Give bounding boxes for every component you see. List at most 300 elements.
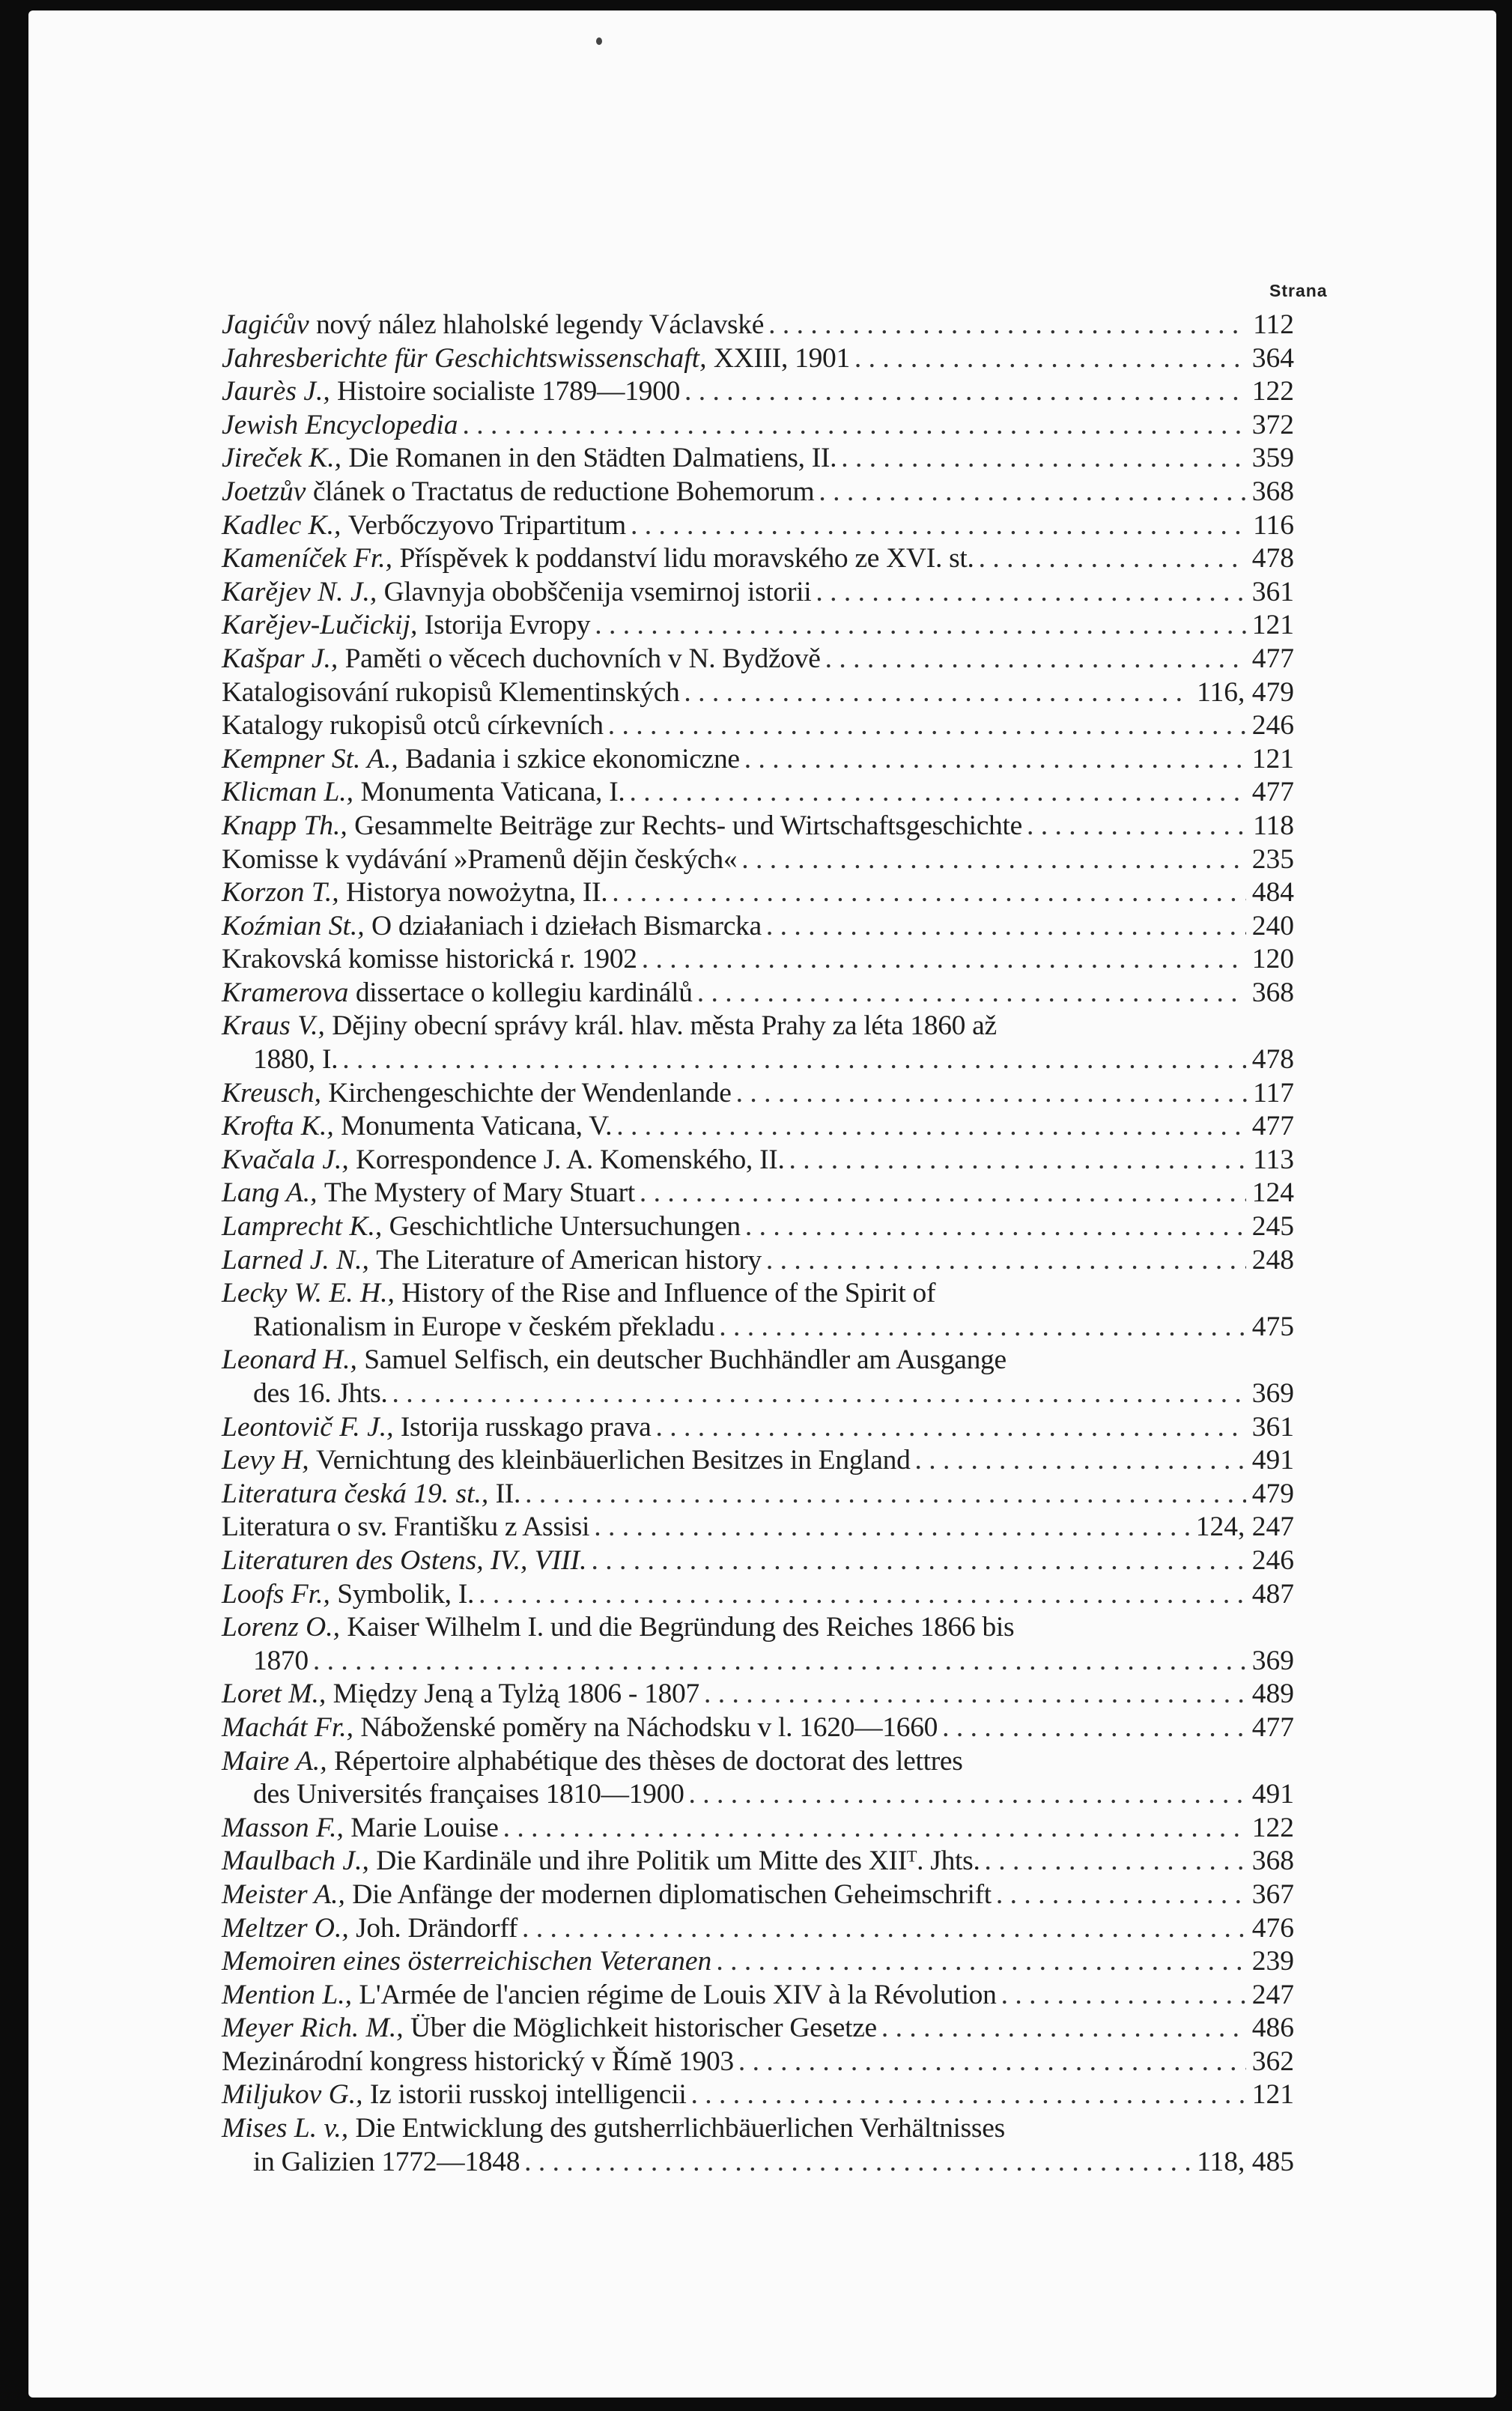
dot-leader [463,409,1246,443]
entry-page: 361 [1251,1411,1294,1443]
index-entry [222,1812,1294,1846]
index-entry [222,2012,1294,2045]
entry-line [222,1812,1294,1846]
entry-author: Miljukov G., [222,2079,363,2111]
entry-author: Literaturen des Ostens, IV., VIII. [222,1544,587,1576]
entry-title: Monumenta Vaticana, I. [360,777,625,808]
entry-title: L'Armée de l'ancien régime de Louis XIV à la Révolution [359,1979,997,2010]
entry-continuation-line [222,2146,1294,2180]
entry-page: 484 [1251,877,1294,909]
entry-line [222,2012,1294,2045]
index-entry [222,1210,1294,1244]
index-entry [222,342,1294,376]
entry-line [222,910,1294,944]
dot-leader [915,1444,1246,1478]
index-entry [222,709,1294,743]
dot-leader [766,1244,1246,1278]
entry-first-line [222,1611,1294,1645]
entry-line [222,342,1294,376]
entry-line [222,843,1294,877]
dot-leader [689,1778,1246,1812]
entry-line [222,1878,1294,1912]
entry-title: Náboženské poměry na Náchodsku v l. 1620—1660 [360,1711,938,1743]
entry-title: Joh. Drändorff [356,1912,518,1944]
entry-page: 124, 247 [1195,1511,1294,1543]
dot-leader [1001,1979,1246,2013]
entry-title: Die Kardinäle und ihre Politik um Mitte des XIIᵀ. Jhts. [376,1846,980,1877]
entry-page: 121 [1251,2079,1294,2111]
entry-page: 246 [1251,1544,1294,1576]
entry-author: Karějev N. J., [222,576,377,607]
entry-title: Istorija russkago prava [400,1411,652,1443]
dot-leader [819,476,1245,509]
entry-page: 361 [1251,576,1294,607]
entry-line [222,1912,1294,1946]
entry-page: 246 [1251,710,1294,742]
index-entry [222,1177,1294,1210]
entry-title: Répertoire alphabétique des thèses de doctorat des lettres [333,1745,963,1777]
entry-author: Kreusch, [222,1077,321,1109]
entry-line [222,1444,1294,1478]
entry-page: 116, 479 [1197,676,1294,708]
ink-speck [596,37,602,45]
entry-page: 367 [1251,1878,1294,1910]
dot-leader [741,843,1245,877]
entry-line [222,576,1294,610]
index-entry [222,542,1294,576]
entry-page: 239 [1251,1946,1294,1977]
entry-author: Meyer Rich. M., [222,2013,404,2044]
entry-author: Jaurès J., [222,376,330,407]
index-entry [222,1878,1294,1912]
entry-line [222,876,1294,910]
entry-page: 487 [1251,1578,1294,1610]
index-entry [222,2078,1294,2112]
entry-line [222,810,1294,843]
entry-title: Geschichtliche Untersuchungen [389,1211,741,1243]
index-entry [222,1979,1294,2013]
entry-page: 245 [1251,1211,1294,1243]
index-entry [222,776,1294,810]
entry-page: 124 [1251,1177,1294,1209]
entry-author: Lecky W. E. H., [222,1278,395,1309]
index-entry [222,1745,1294,1812]
entry-page: 369 [1251,1645,1294,1676]
index-entry [222,2112,1294,2179]
entry-line [222,1411,1294,1445]
entry-title: Między Jeną a Tylżą 1806 - 1807 [333,1678,699,1710]
entry-title: Die Romanen in den Städten Dalmatiens, II. [348,443,837,474]
entry-author: Machát Fr., [222,1711,354,1743]
entry-page: 120 [1251,944,1294,975]
entry-page: 476 [1251,1912,1294,1944]
index-entry [222,309,1294,342]
index-entry [222,2045,1294,2079]
index-entry [222,476,1294,509]
index-entry [222,1478,1294,1511]
entry-line [222,609,1294,643]
entry-author: Loofs Fr., [222,1578,330,1610]
dot-leader [942,1711,1246,1745]
entry-page: 118, 485 [1197,2146,1294,2177]
index-entry [222,1144,1294,1177]
entry-author: Mention L., [222,1979,352,2010]
entry-first-line [222,1277,1294,1311]
entry-line [222,643,1294,676]
entry-line [222,709,1294,743]
entry-line [222,409,1294,443]
entry-title: Histoire socialiste 1789—1900 [337,376,681,407]
entry-first-line [222,1010,1294,1043]
entry-title: článek o Tractatus de reductione Bohemorum [312,476,815,507]
entry-line [222,1144,1294,1177]
index-entry [222,1077,1294,1111]
entry-line [222,977,1294,1010]
dot-leader [503,1812,1246,1846]
entry-title: Monumenta Vaticana, V. [341,1111,613,1142]
dot-leader [342,1043,1246,1077]
entry-author: Krofta K., [222,1111,334,1142]
entry-line [222,1945,1294,1979]
entry-title: Dějiny obecní správy král. hlav. města Prahy za léta 1860 až [332,1010,997,1042]
entry-continuation-line [222,1377,1294,1411]
entry-page: 489 [1251,1678,1294,1710]
entry-page: 368 [1251,1846,1294,1877]
entry-line [222,1678,1294,1711]
entry-author: Loret M., [222,1678,327,1710]
entry-line [222,1979,1294,2013]
entry-page: 248 [1251,1244,1294,1276]
index-entry [222,676,1294,710]
index-entry [222,1444,1294,1478]
entry-author: Kameníček Fr., [222,543,393,574]
dot-leader [595,609,1246,643]
entry-line [222,943,1294,977]
index-entry [222,1845,1294,1878]
entry-author: Kraus V., [222,1010,325,1042]
entry-author: Kramerova [222,977,349,1008]
entry-page: 479 [1251,1478,1294,1509]
entry-title: Paměti o věcech duchovních v N. Bydžově [344,643,821,674]
dot-leader [768,309,1247,342]
index-entry [222,1678,1294,1711]
entry-line [222,2078,1294,2112]
entry-line [222,776,1294,810]
entry-line [222,1077,1294,1111]
entry-title: II. [495,1478,521,1509]
dot-leader [594,1511,1190,1544]
entry-line [222,1210,1294,1244]
entry-author: Lamprecht K., [222,1211,383,1243]
dot-leader [816,576,1245,610]
dot-leader [881,2012,1246,2045]
entry-line [222,676,1294,710]
index-entry [222,910,1294,944]
entry-line [222,1244,1294,1278]
entry-page: 113 [1253,1144,1294,1175]
entry-title: Symbolik, I. [337,1578,475,1610]
dot-leader [612,876,1245,910]
entry-author: Kašpar J., [222,643,338,674]
entry-line [222,1578,1294,1612]
entry-page: 118 [1253,810,1294,841]
entry-title: Marie Louise [350,1812,499,1843]
dot-leader [392,1377,1245,1411]
entry-continuation-line [222,1311,1294,1344]
dot-leader [704,1678,1246,1711]
entry-title: The Mystery of Mary Stuart [324,1177,635,1209]
index-entry [222,1544,1294,1578]
index-entry [222,1277,1294,1344]
entry-continuation: des Universités françaises 1810—1900 [253,1779,684,1810]
entry-title: Historya nowożytna, II. [346,877,608,909]
dot-leader [841,442,1246,476]
entry-title: Kirchengeschichte der Wendenlande [328,1077,732,1109]
dot-leader [524,2146,1191,2180]
index-entry [222,876,1294,910]
entry-author: Masson F., [222,1812,344,1843]
entry-title: nový nález hlaholské legendy Václavské [315,309,765,340]
entry-author: Karějev-Lučickij, [222,610,418,641]
entry-line [222,1478,1294,1511]
index-entry [222,1411,1294,1445]
dot-leader [979,542,1246,576]
entry-page: 116 [1253,509,1294,541]
entry-author: Mises L. v., [222,2113,349,2144]
entry-page: 122 [1251,376,1294,407]
page-column-header: Strana [1269,281,1328,300]
index-entry [222,977,1294,1010]
index-entry [222,743,1294,777]
entry-title: Korrespondence J. A. Komenského, II. [356,1144,785,1175]
entry-author: Levy H, [222,1445,309,1476]
dot-leader [313,1645,1246,1678]
dot-leader [744,743,1246,777]
entry-title: Mezinárodní kongress historický v Římě 1903 [222,2045,734,2077]
dot-leader [691,2078,1246,2112]
entry-title: The Literature of American history [376,1244,762,1276]
entry-page: 486 [1251,2013,1294,2044]
entry-page: 359 [1251,443,1294,474]
dot-leader [985,1845,1246,1878]
dot-leader [697,977,1246,1010]
entry-line [222,309,1294,342]
entry-author: Memoiren eines österreichischen Veteranen [222,1946,712,1977]
entry-continuation: Rationalism in Europe v českém překladu [253,1311,715,1342]
dot-leader [716,1945,1245,1979]
index-entry [222,442,1294,476]
index-entry [222,1945,1294,1979]
entry-page: 240 [1251,910,1294,941]
dot-leader [629,776,1245,810]
entry-first-line [222,1745,1294,1779]
entry-line [222,1711,1294,1745]
entry-line [222,743,1294,777]
index-entry [222,1344,1294,1410]
entry-title: Gesammelte Beiträge zur Rechts- und Wirtschaftsgeschichte [354,810,1022,841]
entry-line [222,476,1294,509]
index-entry [222,1611,1294,1678]
entry-page: 368 [1251,977,1294,1008]
index-entry [222,1912,1294,1946]
entry-author: Kvačala J., [222,1144,349,1175]
index-entry [222,810,1294,843]
dot-leader [642,943,1246,977]
dot-leader [608,709,1246,743]
entry-title: Verbőczyovo Tripartitum [347,509,626,541]
dot-leader [854,342,1246,376]
entry-title: Über die Möglichkeit historischer Gesetze [410,2013,877,2044]
entry-page: 477 [1251,1711,1294,1743]
dot-leader [656,1411,1246,1445]
dot-leader [479,1578,1246,1612]
dot-leader [522,1912,1246,1946]
dot-leader [736,1077,1248,1111]
entry-page: 235 [1251,843,1294,875]
entry-page: 475 [1251,1311,1294,1342]
index-entry [222,409,1294,443]
entry-page: 477 [1251,643,1294,674]
entry-page: 121 [1251,610,1294,641]
dot-leader [789,1144,1248,1177]
entry-continuation: 1870 [253,1645,309,1676]
entry-page: 121 [1251,743,1294,774]
entry-page: 478 [1251,1044,1294,1076]
entry-author: Lorenz O., [222,1612,341,1643]
dot-leader [631,509,1247,543]
entry-author: Kempner St. A., [222,743,398,774]
entry-title: Die Entwicklung des gutsherrlichbäuerlichen Verhältnisses [355,2113,1005,2144]
entry-page: 362 [1251,2045,1294,2077]
entry-author: Literatura česká 19. st., [222,1478,489,1509]
entry-author: Korzon T., [222,877,339,909]
entry-page: 247 [1251,1979,1294,2010]
entry-title: dissertace o kollegiu kardinálů [355,977,693,1008]
entry-title: O działaniach i dziełach Bismarcka [371,910,762,941]
entry-title: Vernichtung des kleinbäuerlichen Besitzes in England [316,1445,911,1476]
entry-title: Příspěvek k poddanství lidu moravského ze XVI. st. [399,543,974,574]
dot-leader [1027,810,1247,843]
entry-line [222,1845,1294,1878]
entry-author: Larned J. N., [222,1244,369,1276]
entry-line [222,1110,1294,1144]
entry-page: 372 [1251,409,1294,440]
entry-title: Iz istorii russkoj intelligencii [369,2079,687,2111]
index-entry [222,609,1294,643]
dot-leader [640,1177,1246,1210]
entry-line [222,1511,1294,1544]
index-entry [222,643,1294,676]
index-entry [222,1010,1294,1076]
entry-title: Kaiser Wilhelm I. und die Begründung des Reiches 1866 bis [347,1612,1015,1643]
index-entry [222,1711,1294,1745]
dot-leader [684,375,1246,409]
dot-leader [591,1544,1245,1578]
entry-line [222,509,1294,543]
entry-line [222,375,1294,409]
entry-title: History of the Rise and Influence of the Spirit of [401,1278,936,1309]
entry-title: Krakovská komisse historická r. 1902 [222,944,637,975]
entry-page: 122 [1251,1812,1294,1843]
dot-leader [616,1110,1246,1144]
entry-page: 477 [1251,777,1294,808]
entry-page: 364 [1251,342,1294,374]
entry-author: Leontovič F. J., [222,1411,394,1443]
entry-author: Lang A., [222,1177,318,1209]
entry-author: Maulbach J., [222,1846,369,1877]
entry-first-line [222,1344,1294,1377]
entry-continuation-line [222,1043,1294,1077]
entry-page: 478 [1251,543,1294,574]
entry-page: 117 [1253,1077,1294,1109]
entry-page: 369 [1251,1378,1294,1409]
entry-title: Glavnyja obobščenija vsemirnoj istorii [383,576,812,607]
entry-author: Jagićův [222,309,309,340]
entry-continuation-line [222,1778,1294,1812]
entry-page: 477 [1251,1111,1294,1142]
index-entry [222,843,1294,877]
entry-line [222,1177,1294,1210]
entry-author: Meltzer O., [222,1912,349,1944]
entry-title: XXIII, 1901 [713,342,850,374]
index-entry [222,375,1294,409]
dot-leader [684,676,1191,710]
entry-title: Die Anfänge der modernen diplomatischen Geheimschrift [352,1878,992,1910]
index-entry [222,1511,1294,1544]
entry-author: Kadlec K., [222,509,341,541]
entry-title: Katalogy rukopisů otců církevních [222,710,604,742]
entry-author: Joetzův [222,476,306,507]
dot-leader [745,1210,1246,1244]
entry-author: Klicman L., [222,777,354,808]
entry-line [222,442,1294,476]
entry-page: 368 [1251,476,1294,507]
entry-line [222,542,1294,576]
dot-leader [525,1478,1246,1511]
entry-continuation: 1880, I. [253,1044,338,1076]
index-entry [222,1110,1294,1144]
entry-title: Istorija Evropy [424,610,591,641]
entry-title: Literatura o sv. Františku z Assisi [222,1511,590,1543]
entry-title: Katalogisování rukopisů Klementinských [222,676,680,708]
entry-continuation-line [222,1645,1294,1678]
entry-title: Badania i szkice ekonomiczne [405,743,740,774]
entry-continuation: des 16. Jhts. [253,1378,388,1409]
entry-author: Maire A., [222,1745,327,1777]
entry-line [222,2045,1294,2079]
entry-page: 112 [1253,309,1294,340]
index-entry [222,509,1294,543]
entry-page: 491 [1251,1779,1294,1810]
entry-line [222,1544,1294,1578]
entry-first-line [222,2112,1294,2146]
entry-page: 491 [1251,1445,1294,1476]
index-entry [222,1244,1294,1278]
index-list [222,309,1294,2179]
entry-title: Komisse k vydávání »Pramenů dějin českých« [222,843,738,875]
entry-author: Leonard H., [222,1344,357,1376]
dot-leader [719,1311,1245,1344]
index-entry [222,1578,1294,1612]
dot-leader [996,1878,1246,1912]
entry-author: Meister A., [222,1878,345,1910]
index-entry [222,576,1294,610]
dot-leader [738,2045,1246,2079]
entry-continuation: in Galizien 1772—1848 [253,2146,520,2177]
index-entry [222,943,1294,977]
entry-author: Jahresberichte für Geschichtswissenschaft, [222,342,707,374]
entry-author: Jewish Encyclopedia [222,409,458,440]
